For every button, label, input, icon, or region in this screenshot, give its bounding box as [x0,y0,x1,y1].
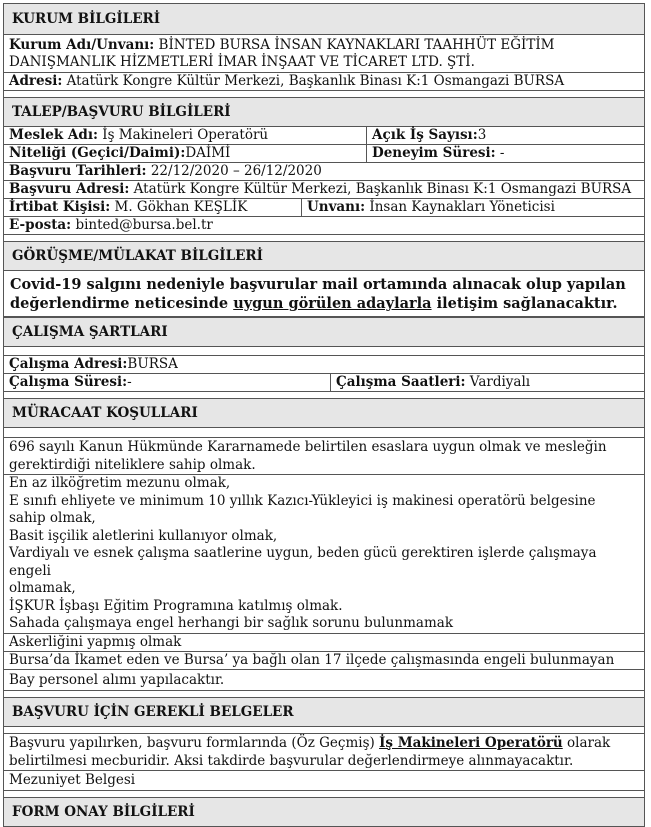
calisma-sure-value: - [127,374,132,390]
list-item: Vardiyalı ve esnek çalışma saatlerine uygun, beden gücü gerektiren işlerde çalışmaya engeli [9,545,597,579]
eposta-row [3,217,645,235]
mezuniyet-text: Mezuniyet Belgesi [9,771,136,788]
list-item: En az ilköğretim mezunu olmak, [9,475,231,491]
spacer [3,428,645,437]
list-item: Sahada çalışmaya engel herhangi bir sağlık sorunu bulunmamak [9,615,453,631]
meslek-label: Meslek Adı: [9,127,98,143]
kosullar-list [3,475,645,634]
acik-is-cell [366,127,644,144]
list-item: İŞKUR İşbaşı Eğitim Programına katılmış olmak. [9,597,343,614]
section-title: MÜRACAAT KOŞULLARI [12,405,198,421]
section-form-onay-header [3,797,645,827]
meslek-cell [4,127,366,144]
kurum-adi-value-1: BİNTED BURSA İNSAN KAYNAKLARI TAAHHÜT EĞİTİM [158,37,555,53]
deneyim-cell [366,145,644,162]
section-calisma-header [3,317,645,347]
calisma-adres-label: Çalışma Adresi: [9,356,128,372]
askerlik-text: Askerliğini yapmış olmak [9,633,182,650]
section-title: FORM ONAY BİLGİLERİ [12,803,195,820]
gorusme-underlined: uygun görülen adaylarla [233,295,432,312]
unvan-cell [301,199,644,216]
basvuru-adres-value: Atatürk Kongre Kültür Merkezi, Başkanlık Binası K:1 Osmangazi BURSA [133,181,632,197]
section-talep-header [3,97,645,127]
khk-row [3,437,645,475]
kurum-adres-value: Atatürk Kongre Kültür Merkezi, Başkanlık Binası K:1 Osmangazi BURSA [66,73,565,89]
ikamet-row [3,652,645,670]
list-item: sahip olmak, [9,510,96,526]
section-kurum-header [3,3,645,35]
basvuru-tarih-value: 22/12/2020 – 26/12/2020 [150,163,322,179]
section-title: KURUM BİLGİLERİ [12,11,161,27]
calisma-sure-cell [4,374,330,391]
meslek-row [3,127,645,145]
irtibat-value: M. Gökhan KEŞLİK [114,199,248,215]
meslek-value: İş Makineleri Operatörü [102,127,269,143]
belgeler-line-1b: olarak [562,734,611,751]
askerlik-row [3,634,645,652]
unvan-label: Unvanı: [307,199,366,215]
list-item: Basit işçilik aletlerini kullanıyor olmak, [9,527,278,544]
kurum-adi-value-2: DANIŞMANLIK HİZMETLERİ İMAR İNŞAAT VE TİCARET LTD. ŞTİ. [9,54,475,70]
gorusme-line-1: Covid-19 salgını nedeniyle başvurular mail ortamında alınacak olup yapılan [10,276,626,293]
calisma-saat-value: Vardiyalı [465,374,531,390]
irtibat-label: İrtibat Kişisi: [9,199,111,215]
nitelik-label: Niteliği (Geçici/Daimi): [9,145,186,161]
belgeler-line-1a: Başvuru yapılırken, başvuru formlarında (Öz Geçmiş) [9,734,380,751]
ikamet-text: Bursa’da İkamet eden ve Bursa’ ya bağlı olan 17 ilçede çalışmasında engeli bulunmayan [9,651,615,668]
basvuru-adres-label: Başvuru Adresi: [9,181,130,197]
mezuniyet-row [3,771,645,791]
section-title: BAŞVURU İÇİN GEREKLİ BELGELER [12,703,294,720]
bay-row [3,670,645,691]
section-gorusme-header [3,241,645,271]
calisma-adres-row [3,355,645,374]
list-item: olmamak, [9,580,76,596]
calisma-saat-label: Çalışma Saatleri: [336,374,466,390]
eposta-label: E-posta: [9,217,72,233]
basvuru-tarih-row [3,163,645,181]
nitelik-cell [4,145,366,162]
bay-text: Bay personel alımı yapılacaktır. [9,671,225,688]
calisma-saat-cell [330,374,644,391]
acik-is-label: Açık İş Sayısı: [372,127,478,143]
irtibat-row [3,199,645,217]
kurum-adres-row [3,73,645,91]
belgeler-text [3,733,645,771]
deneyim-value: - [495,145,505,161]
khk-line-1: 696 sayılı Kanun Hükmünde Kararnamede belirtilen esaslara uygun olmak ve mesleğin [9,439,607,455]
basvuru-adres-row [3,181,645,199]
section-belgeler-header [3,697,645,727]
kurum-adi-row [3,35,645,73]
khk-line-2: gerektirdiği niteliklere sahip olmak. [9,457,256,473]
calisma-sure-label: Çalışma Süresi: [9,374,128,390]
gorusme-line-2b: iletişim sağlanacaktır. [431,295,618,312]
eposta-value[interactable]: binted@bursa.bel.tr [75,217,213,233]
section-title: GÖRÜŞME/MÜLAKAT BİLGİLERİ [12,248,263,264]
section-muracaat-header [3,398,645,428]
nitelik-value: DAİMİ [185,145,231,161]
gorusme-line-2a: değerlendirme neticesinde [10,295,234,312]
belgeler-line-2: belirtilmesi mecburidir. Aksi takdirde başvurular değerlendirmeye alınmayacaktır. [9,752,574,769]
unvan-value: İnsan Kaynakları Yöneticisi [369,199,555,215]
list-item: E sınıfı ehliyete ve minimum 10 yıllık Kazıcı-Yükleyici iş makinesi operatörü belgesine [9,492,596,509]
basvuru-tarih-label: Başvuru Tarihleri: [9,163,147,179]
kurum-adi-label: Kurum Adı/Unvanı: [9,37,155,53]
spacer [3,347,645,355]
nitelik-row [3,145,645,163]
deneyim-label: Deneyim Süresi: [372,145,496,161]
calisma-adres-value: BURSA [127,356,178,372]
gorusme-text [3,271,645,317]
section-title: ÇALIŞMA ŞARTLARI [12,324,168,340]
irtibat-cell [4,199,301,216]
calisma-sure-row [3,374,645,392]
belgeler-underlined: İş Makineleri Operatörü [379,734,563,751]
document-page [3,3,645,827]
acik-is-value: 3 [477,127,487,143]
kurum-adres-label: Adresi: [9,73,63,89]
section-title: TALEP/BAŞVURU BİLGİLERİ [12,104,231,120]
